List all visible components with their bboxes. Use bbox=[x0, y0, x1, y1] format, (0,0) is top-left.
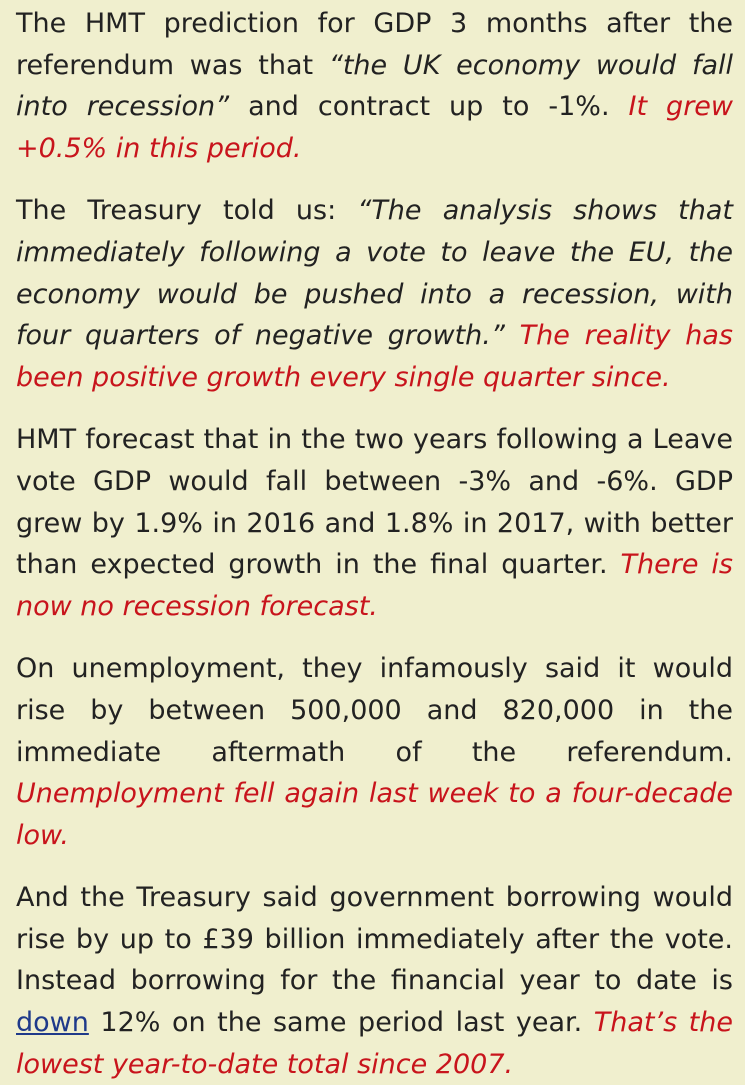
paragraph-gdp-prediction bbox=[16, 3, 733, 169]
text: The HMT prediction for GDP 3 months after the referendum was that bbox=[16, 8, 733, 81]
rebuttal-highlight: Unemployment fell again last week to a four-decade low. bbox=[16, 778, 733, 851]
text: and contract up to -1%. bbox=[229, 91, 629, 123]
down-link[interactable]: down bbox=[16, 1007, 89, 1039]
text bbox=[505, 320, 520, 351]
rebuttal-highlight: That’s the lowest year-to-date total since 2007. bbox=[16, 1007, 733, 1080]
rebuttal-highlight: It grew +0.5% in this period. bbox=[16, 91, 733, 164]
text: 12% on the same period last year. bbox=[88, 1007, 594, 1039]
text: The Treasury told us: bbox=[16, 195, 358, 227]
rebuttal-highlight: There is now no recession forecast. bbox=[16, 549, 733, 622]
quote: “The analysis shows that immediately following a vote to leave the EU, the economy would be pushed into a recession, with four quarters of negative growth.” bbox=[16, 195, 734, 352]
text: On unemployment, they infamously said it would rise by between 500,000 and 820,000 in the immediate aftermath of the referendum. bbox=[16, 653, 733, 768]
paragraph-two-year-forecast bbox=[16, 419, 733, 627]
text: And the Treasury said government borrowing would rise by up to £39 billion immediately after the vote. Instead borrowing for the financial year to date is bbox=[16, 882, 733, 997]
paragraph-unemployment bbox=[16, 648, 733, 856]
paragraph-borrowing bbox=[16, 877, 733, 1085]
quote: “the UK economy would fall into recession” bbox=[16, 49, 733, 123]
paragraph-treasury-recession bbox=[16, 190, 733, 398]
text: HMT forecast that in the two years following a Leave vote GDP would fall between -3% and -6%. GDP grew by 1.9% in 2016 and 1.8% in 2017, with better than expected growth in the final quarter. bbox=[16, 424, 733, 581]
rebuttal-highlight: The reality has been positive growth every single quarter since. bbox=[16, 320, 733, 393]
